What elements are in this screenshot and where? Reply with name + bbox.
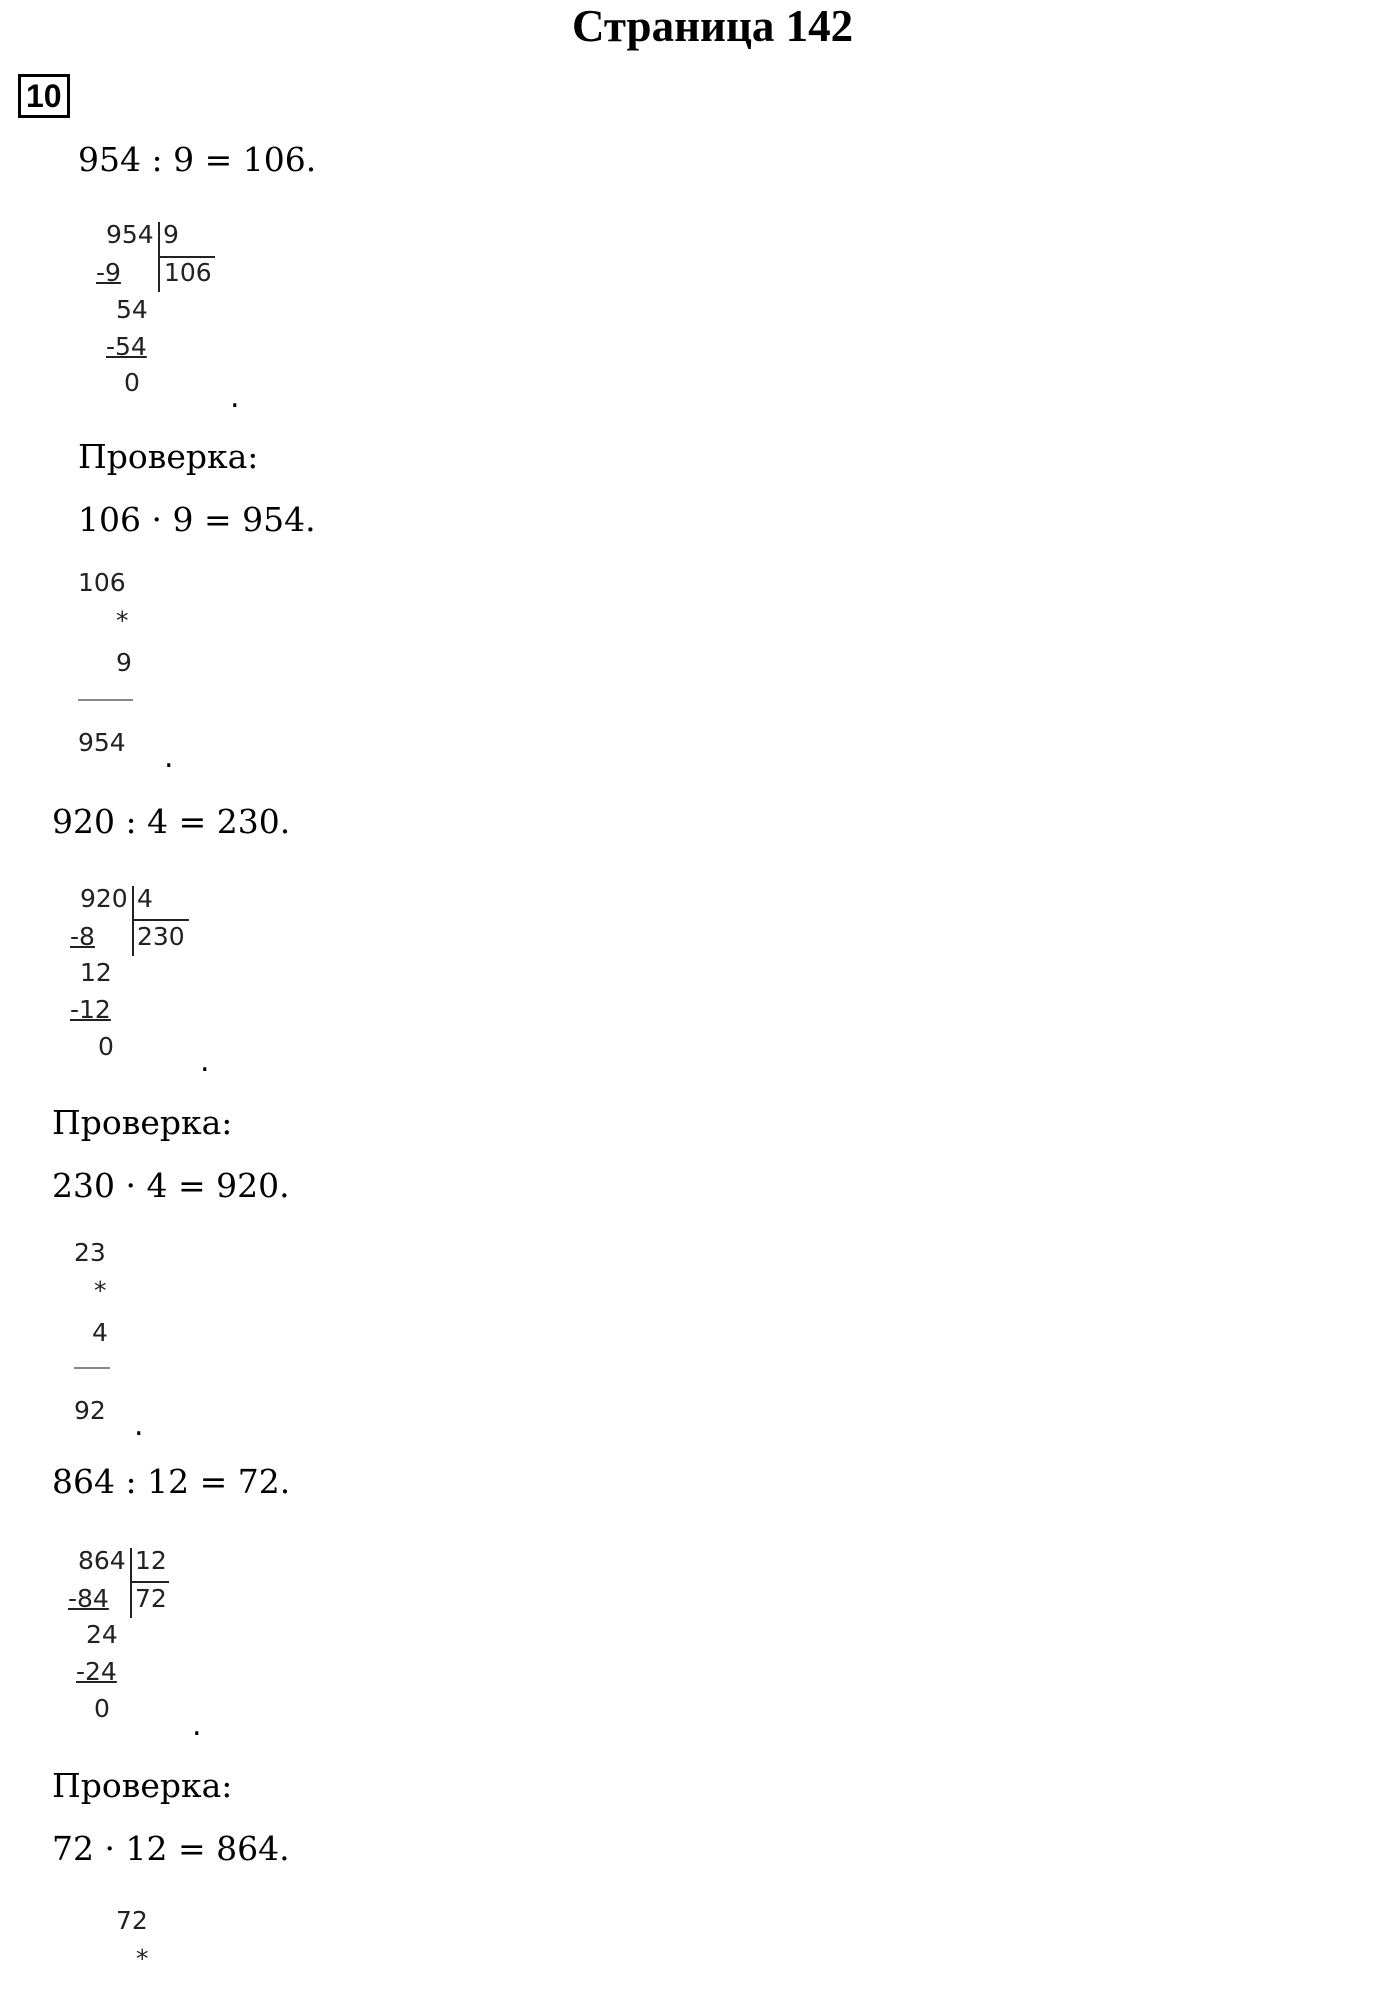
period: . [200, 1044, 210, 1079]
multiply-sign: * [116, 606, 129, 635]
subtrahend: -12 [70, 995, 111, 1024]
equation-2: 920 : 4 = 230. [52, 802, 291, 841]
multiply-sign: * [94, 1276, 107, 1305]
subtrahend: -8 [70, 922, 95, 951]
quotient-line [131, 1581, 169, 1583]
equation-1: 954 : 9 = 106. [78, 140, 317, 179]
result-line [74, 1367, 110, 1369]
page-title: Страница 142 [572, 1, 854, 51]
period: . [164, 740, 174, 775]
remainder: 12 [80, 958, 112, 987]
check-label-3: Проверка: [52, 1766, 233, 1805]
divisor: 9 [163, 220, 179, 249]
check-equation-1: 106 · 9 = 954. [78, 500, 316, 539]
quotient-line [133, 919, 189, 921]
subtrahend: -84 [68, 1584, 109, 1613]
final-remainder: 0 [98, 1032, 114, 1061]
period: . [134, 1408, 144, 1443]
check-label-2: Проверка: [52, 1103, 233, 1142]
period: . [192, 1708, 202, 1743]
multiplicand: 23 [74, 1238, 106, 1267]
final-remainder: 0 [124, 368, 140, 397]
check-label-1: Проверка: [78, 437, 259, 476]
result-line [78, 699, 133, 701]
subtrahend: -54 [106, 332, 147, 361]
period: . [230, 380, 240, 415]
check-equation-2: 230 · 4 = 920. [52, 1166, 290, 1205]
multiplicand: 106 [78, 568, 126, 597]
multiplicand: 72 [116, 1906, 148, 1935]
remainder: 24 [86, 1620, 118, 1649]
equation-3: 864 : 12 = 72. [52, 1462, 291, 1501]
quotient: 106 [164, 258, 212, 287]
division-bar [130, 1548, 132, 1618]
dividend: 920 [80, 884, 128, 913]
multiplier: 4 [92, 1318, 108, 1347]
product: 92 [74, 1396, 106, 1425]
subtrahend: -24 [76, 1657, 117, 1686]
division-bar [132, 886, 134, 956]
subtrahend: -9 [96, 258, 121, 287]
quotient: 72 [135, 1584, 167, 1613]
multiply-sign: * [136, 1944, 149, 1973]
remainder: 54 [116, 295, 148, 324]
multiplier: 9 [116, 648, 132, 677]
divisor: 12 [135, 1546, 167, 1575]
dividend: 864 [78, 1546, 126, 1575]
task-number-badge: 10 [18, 74, 70, 118]
product: 954 [78, 728, 126, 757]
quotient: 230 [137, 922, 185, 951]
dividend: 954 [106, 220, 154, 249]
divisor: 4 [137, 884, 153, 913]
check-equation-3: 72 · 12 = 864. [52, 1829, 290, 1868]
final-remainder: 0 [94, 1694, 110, 1723]
